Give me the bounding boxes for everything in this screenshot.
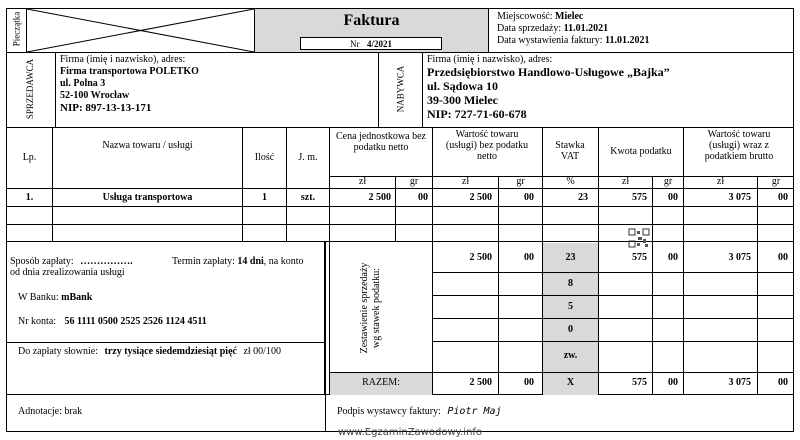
date-box xyxy=(489,8,794,53)
sub-pct: % xyxy=(566,176,575,187)
sub-gr: gr xyxy=(663,176,673,187)
sub-zl: zł xyxy=(461,176,470,187)
invoice-number-label: Nr xyxy=(350,39,360,49)
place-line: Miejscowość: Mielec xyxy=(497,11,584,22)
buyer-city: 39-300 Mielec xyxy=(427,93,498,107)
seller-nip: NIP: 897-13-13-171 xyxy=(60,102,152,114)
watermark: www.EgzaminZawodowy.info xyxy=(338,427,483,438)
sub-zl: zł xyxy=(358,176,367,187)
seller-side-label: SPRZEDAWCA xyxy=(25,58,35,120)
col-name-header: Nazwa towaru / usługi xyxy=(102,140,193,151)
seller-city: 52-100 Wrocław xyxy=(60,90,130,101)
buyer-name: Przedsiębiorstwo Handlowo-Usługowe „Bajka” xyxy=(427,65,670,79)
account-line: Nr konta: 56 1111 0500 2525 2526 1124 4511 xyxy=(18,316,207,327)
summary-rate: 5 xyxy=(568,301,573,312)
col-tax-amount-header: Kwota podatku xyxy=(610,146,672,157)
title-box xyxy=(255,8,489,53)
signature-line: Podpis wystawcy faktury: Piotr Maj xyxy=(337,406,502,417)
summary-rate: 8 xyxy=(568,278,573,289)
sub-gr: gr xyxy=(516,176,525,187)
bank-line: W Banku: mBank xyxy=(18,292,93,303)
issue-date-line: Data wystawienia faktury: 11.01.2021 xyxy=(497,35,650,46)
qr-code-icon xyxy=(628,228,650,248)
summary-rate: zw. xyxy=(563,350,578,361)
col-qty-header: Ilość xyxy=(254,152,275,163)
summary-rate: 0 xyxy=(568,324,573,335)
buyer-nip: NIP: 727-71-60-678 xyxy=(427,107,527,121)
sub-zl: zł xyxy=(621,176,630,187)
seller-street: ul. Polna 3 xyxy=(60,78,106,89)
summary-side-label: Zestawienie sprzedaży wg stawek podatku: xyxy=(359,262,382,354)
sale-date-line: Data sprzedaży: 11.01.2021 xyxy=(497,23,609,34)
payment-method: Sposób zapłaty: ……………. xyxy=(10,256,133,267)
sub-gr: gr xyxy=(409,176,419,187)
invoice-number-value: 4/2021 xyxy=(367,39,393,49)
seller-field-label: Firma (imię i nazwisko), adres: xyxy=(60,54,186,65)
signature: Piotr Maj xyxy=(447,406,502,417)
stamp-label: Pieczątka xyxy=(11,11,22,47)
sub-gr: gr xyxy=(771,176,781,187)
col-unit-header: J. m. xyxy=(298,152,318,163)
notes-line: Adnotacje: brak xyxy=(18,406,83,417)
amount-in-words: Do zapłaty słownie: trzy tysiące siedemdziesiąt pięć zł 00/100 xyxy=(18,346,281,357)
buyer-side-label: NABYWCA xyxy=(395,65,406,113)
stamp-cross-icon xyxy=(7,9,254,52)
invoice-number-box xyxy=(300,37,442,50)
col-lp-header: Lp. xyxy=(22,152,37,163)
payment-term: Termin zapłaty: 14 dni, na konto xyxy=(172,256,304,267)
payment-term-line2: od dnia zrealizowania usługi xyxy=(10,267,125,278)
buyer-street: ul. Sądowa 10 xyxy=(427,79,499,93)
col-unit-price-header: Cena jednostkowa bez podatku netto xyxy=(336,131,426,153)
col-vat-rate-header: Stawka VAT xyxy=(555,140,585,162)
col-gross-value-header: Wartość towaru (usługi) wraz z podatkiem brutto xyxy=(704,129,774,162)
seller-name: Firma transportowa POLETKO xyxy=(60,66,199,77)
col-net-value-header: Wartość towaru (usługi) bez podatku netto xyxy=(445,129,529,162)
invoice-title: Faktura xyxy=(343,12,400,29)
stamp-box xyxy=(6,8,255,53)
sub-zl: zł xyxy=(716,176,725,187)
buyer-field-label: Firma (imię i nazwisko), adres: xyxy=(427,54,553,65)
